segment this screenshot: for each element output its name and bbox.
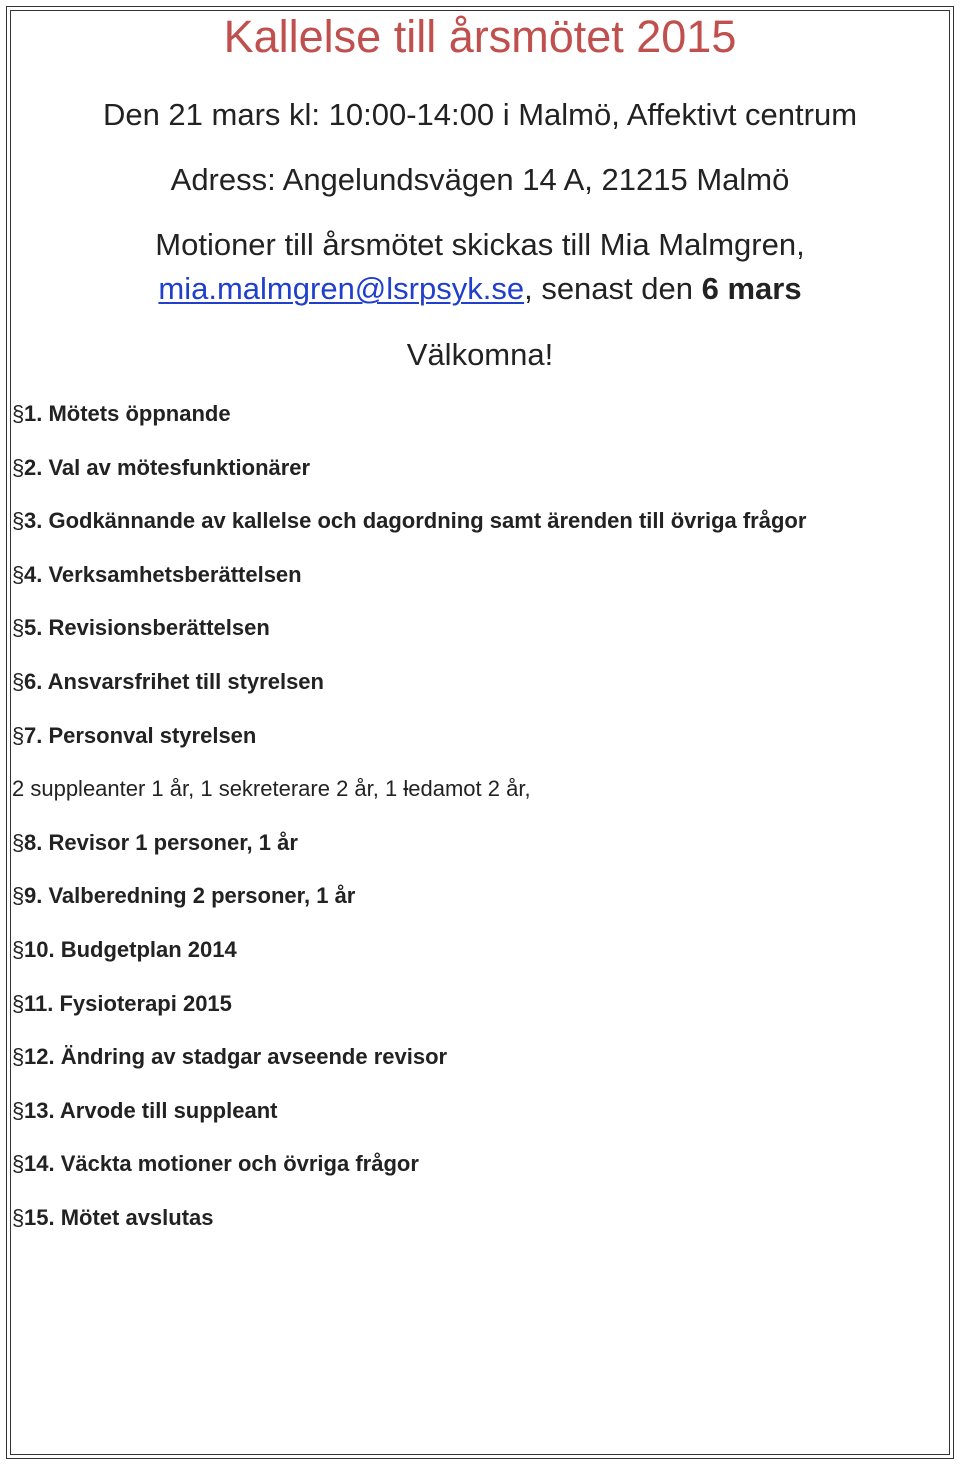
agenda-item: §9. Valberedning 2 personer, 1 år [12,874,942,928]
agenda-item: §11. Fysioterapi 2015 [12,982,942,1036]
motions-line: Motioner till årsmötet skickas till Mia Malmgren, [155,227,805,262]
agenda-item: §8. Revisor 1 personer, 1 år [12,821,942,875]
agenda-item: §13. Arvode till suppleant [12,1089,942,1143]
deadline-date: 6 mars [701,271,802,306]
document-title: Kallelse till årsmötet 2015 [223,11,737,62]
section-symbol: § [12,1097,25,1123]
deadline-prefix: , senast den [524,271,702,306]
section-symbol: § [12,1044,25,1070]
section-symbol: § [12,668,25,694]
agenda-item: §6. Ansvarsfrihet till styrelsen [12,660,942,714]
address-line: Adress: Angelundsvägen 14 A, 21215 Malmö [170,162,790,197]
agenda-item: §14. Väckta motioner och övriga frågor [12,1142,942,1196]
welcome-text: Välkomna! [406,337,554,372]
agenda-item: §5. Revisionsberättelsen [12,606,942,660]
section-symbol: § [12,883,25,909]
date-line: Den 21 mars kl: 10:00-14:00 i Malmö, Affektivt centrum [102,97,858,132]
section-symbol: § [12,829,25,855]
agenda-item: §2. Val av mötesfunktionärer [12,446,942,500]
section-symbol: § [12,615,25,641]
section-symbol: § [12,561,25,587]
agenda-list [12,392,942,1250]
personval-note: 2 suppleanter 1 år, 1 sekreterare 2 år, 1 ledamot 2 år, [12,776,531,802]
agenda-item: §4. Verksamhetsberättelsen [12,553,942,607]
email-deadline-line [0,270,960,307]
section-symbol: § [12,722,25,748]
agenda-item: §3. Godkännande av kallelse och dagordning samt ärenden till övriga frågor [12,499,942,553]
section-symbol: § [12,936,25,962]
email-link[interactable]: mia.malmgren@lsrpsyk.se [158,271,525,306]
section-symbol: § [12,454,25,480]
agenda-item: §1. Mötets öppnande [12,392,942,446]
agenda-item: §7. Personval styrelsen [12,714,942,768]
agenda-item: §10. Budgetplan 2014 [12,928,942,982]
agenda-item: §12. Ändring av stadgar avseende revisor [12,1035,942,1089]
section-symbol: § [12,1151,25,1177]
section-symbol: § [12,1204,25,1230]
section-symbol: § [12,990,25,1016]
section-symbol: § [12,401,25,426]
agenda-item: §15. Mötet avslutas [12,1196,942,1250]
section-symbol: § [12,508,25,534]
